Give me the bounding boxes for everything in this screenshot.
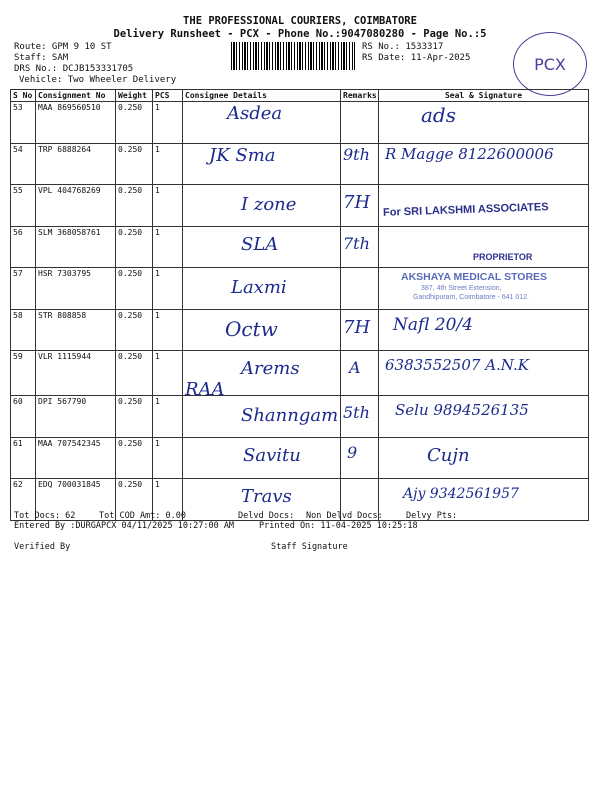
cell-pcs: 1: [153, 268, 183, 310]
store-stamp-address1: 387, 4th Street Extension,: [421, 285, 502, 292]
consignee-handwriting: Travs: [241, 486, 292, 507]
cell-weight: 0.250: [116, 351, 153, 396]
table-row: [11, 351, 589, 396]
cell-consignment: VLR 1115944: [36, 351, 116, 396]
cell-consignment: TRP 6888264: [36, 143, 116, 185]
vehicle-text: Vehicle: Two Wheeler Delivery: [19, 75, 177, 85]
pcx-stamp: PCX: [513, 32, 587, 96]
cell-pcs: 1: [153, 226, 183, 268]
cell-pcs: 1: [153, 437, 183, 479]
cell-weight: 0.250: [116, 479, 153, 521]
cell-sno: 54: [11, 143, 36, 185]
barcode: [231, 42, 355, 70]
cell-sno: 60: [11, 396, 36, 438]
rs-date: RS Date: 11-Apr-2025: [362, 53, 471, 63]
cell-weight: 0.250: [116, 102, 153, 144]
table-row: [11, 396, 589, 438]
signature-handwriting: 6383552507 A.N.K: [385, 356, 529, 374]
cell-sno: 58: [11, 309, 36, 351]
remarks-handwriting: A: [349, 358, 361, 377]
cell-sno: 56: [11, 226, 36, 268]
store-stamp-name: AKSHAYA MEDICAL STORES: [401, 271, 548, 283]
remarks-handwriting: 5th: [343, 403, 370, 422]
consignee-handwriting: I zone: [241, 194, 297, 215]
remarks-handwriting: 9: [347, 442, 358, 462]
remarks-handwriting: 7H: [343, 192, 371, 213]
cell-consignment: VPL 404768269: [36, 185, 116, 227]
cell-consignment: SLM 368058761: [36, 226, 116, 268]
table-row: [11, 143, 589, 185]
company-title: THE PROFESSIONAL COURIERS, COIMBATORE: [183, 15, 417, 27]
cell-consignment: DPI 567790: [36, 396, 116, 438]
rs-number: RS No.: 1533317: [362, 42, 444, 52]
cell-pcs: 1: [153, 143, 183, 185]
col-consignment: Consignment No: [36, 90, 116, 102]
consignee-handwriting: Arems RAA: [185, 358, 300, 400]
staff-text: Staff: SAM: [14, 53, 69, 63]
signature-handwriting: Nafl 20/4: [393, 314, 473, 335]
table-row: [11, 309, 589, 351]
cell-pcs: 1: [153, 185, 183, 227]
col-seal: Seal & Signature: [379, 90, 589, 102]
entered-by: Entered By :DURGAPCX 04/11/2025 10:27:00 AM: [14, 521, 235, 531]
signature-handwriting: R Magge 8122600006: [385, 144, 554, 163]
cell-sno: 55: [11, 185, 36, 227]
runsheet-subtitle: Delivery Runsheet - PCX - Phone No.:9047080280 - Page No.:5: [113, 28, 487, 40]
cell-consignment: STR 808858: [36, 309, 116, 351]
consignee-handwriting: Laxmi: [231, 277, 287, 298]
signature-handwriting: Cujn: [427, 444, 470, 466]
table-row: [11, 268, 589, 310]
drs-number: DRS No.: DCJB153331705: [14, 64, 134, 74]
runsheet-table: [10, 89, 589, 521]
table-row: [11, 102, 589, 144]
consignee-handwriting: JK Sma: [209, 144, 276, 166]
cell-sno: 59: [11, 351, 36, 396]
remarks-handwriting: 9th: [343, 144, 370, 164]
cell-weight: 0.250: [116, 143, 153, 185]
cell-pcs: 1: [153, 309, 183, 351]
table-row: [11, 185, 589, 227]
cell-consignment: MAA 707542345: [36, 437, 116, 479]
cell-weight: 0.250: [116, 309, 153, 351]
consignee-handwriting: Asdea: [227, 103, 283, 124]
col-sno: S No: [11, 90, 36, 102]
consignee-handwriting: Savitu: [243, 444, 301, 466]
table-row: [11, 437, 589, 479]
cell-sno: 61: [11, 437, 36, 479]
consignee-handwriting: Shanngam: [241, 405, 339, 426]
cell-weight: 0.250: [116, 268, 153, 310]
cell-weight: 0.250: [116, 437, 153, 479]
proprietor-stamp: PROPRIETOR: [473, 251, 533, 262]
total-docs: Tot Docs: 62: [14, 511, 76, 521]
delivered-docs: Delvd Docs:: [238, 511, 295, 521]
table-row: [11, 226, 589, 268]
cell-sno: 53: [11, 102, 36, 144]
non-delivered-docs: Non Delvd Docs:: [306, 511, 383, 521]
cell-weight: 0.250: [116, 226, 153, 268]
staff-signature-label: Staff Signature: [271, 542, 348, 552]
delivery-points: Delvy Pts:: [406, 511, 458, 521]
cell-consignment: HSR 7303795: [36, 268, 116, 310]
consignee-handwriting: SLA: [241, 233, 279, 255]
cell-pcs: 1: [153, 396, 183, 438]
remarks-handwriting: 7H: [343, 316, 371, 338]
consignee-handwriting: Octw: [225, 316, 278, 341]
signature-handwriting: ads: [421, 103, 456, 127]
store-stamp-address2: Gandhipuram, Coimbatore - 641 012.: [413, 294, 529, 301]
verified-by-label: Verified By: [14, 542, 71, 552]
table-row: [11, 479, 589, 521]
cell-consignment: EDQ 700031845: [36, 479, 116, 521]
cell-pcs: 1: [153, 479, 183, 521]
col-remarks: Remarks: [341, 90, 379, 102]
table-header-row: [11, 90, 589, 102]
printed-on: Printed On: 11-04-2025 10:25:18: [259, 521, 418, 531]
signature-handwriting: Selu 9894526135: [395, 401, 529, 419]
route-text: Route: GPM 9 10 ST: [14, 42, 112, 52]
col-weight: Weight: [116, 90, 153, 102]
cell-sno: 62: [11, 479, 36, 521]
col-pcs: PCS: [153, 90, 183, 102]
cell-pcs: 1: [153, 351, 183, 396]
remarks-handwriting: 7th: [343, 233, 370, 253]
cell-sno: 57: [11, 268, 36, 310]
cell-consignment: MAA 869560510: [36, 102, 116, 144]
cell-weight: 0.250: [116, 185, 153, 227]
cell-weight: 0.250: [116, 396, 153, 438]
total-cod-amount: Tot COD Amt: 0.00: [99, 511, 186, 521]
cell-pcs: 1: [153, 102, 183, 144]
company-stamp: For SRI LAKSHMI ASSOCIATES: [382, 201, 549, 219]
col-consignee: Consignee Details: [183, 90, 341, 102]
signature-handwriting: Ajy 9342561957: [403, 486, 519, 502]
